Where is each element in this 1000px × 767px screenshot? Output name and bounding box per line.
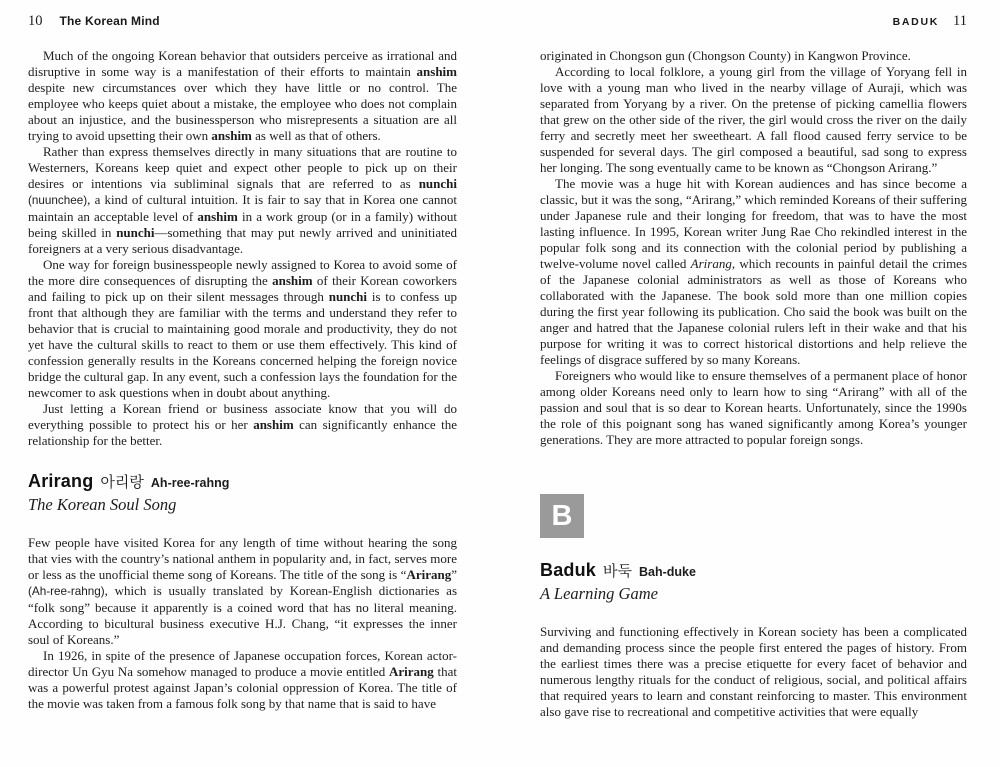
entry-title-line — [28, 471, 457, 492]
paragraph: Just letting a Korean friend or business associate know that you will do everything possible to protect his or her anshim can significantly enhance the relationship for the better. — [28, 401, 457, 448]
entry-pronunciation: Bah-duke — [639, 565, 696, 579]
page-right — [540, 0, 967, 720]
paragraph: According to local folklore, a young girl from the village of Yoryang fell in love with a young man who lived in the nearby village of Auraji, which was separated from Yoryang by a river. On the pretense of picking camellia flowers that grew on the other side of the river, the girl would cross the river on the daily ferry and secretly meet her sweetheart. A fall flood caused ferry service to be suspended for several days. The girl composed a beautiful, sad song to express her longing. The song eventually came to be known as “Chongson Arirang.” — [540, 64, 967, 175]
book-title: The Korean Mind — [59, 14, 160, 28]
section-letter-badge: B — [540, 494, 584, 538]
chapter-title: BADUK — [892, 16, 940, 28]
page-right-body — [540, 48, 967, 720]
paragraph: Foreigners who would like to ensure themselves of a permanent place of honor among older Koreans need only to learn how to sing “Arirang” with all of the passion and soul that is so dear to Korean hearts. Unfortunately, since the 1990s the role of this poignant song has waned significantly among Korea’s younger generations. They are more attracted to popular foreign songs. — [540, 368, 967, 447]
entry-title-line — [540, 560, 967, 581]
paragraph: Rather than express themselves directly in many situations that are routine to Westerners, Koreans keep quiet and expect other people to pick up on their desires or intentions via subliminal signals that are referred to as nunchi (nuunchee), a kind of cultural intuition. It is fair to say that in Korea one cannot maintain an acceptable level of anshim in a work group (or in a family) without being skilled in nunchi—something that may put newly arrived and uninitiated foreigners at a very serious disadvantage. — [28, 144, 457, 256]
page-left-body — [28, 48, 457, 712]
running-header-right — [540, 13, 967, 32]
paragraph: originated in Chongson gun (Chongson County) in Kangwon Province. — [540, 48, 911, 63]
page-number-right: 11 — [953, 13, 967, 29]
entry-heading — [540, 560, 967, 604]
paragraph: Surviving and functioning effectively in Korean society has been a complicated and demanding process since the people first entered the pages of history. From the earliest times there was a precise etiquette for every facet of behavior and numerous lengthy rituals for the conduct of religious, social, and political affairs that required years to learn and constant reinforcing to master. This environment also gave rise to recreational and competitive activities that were equally — [540, 624, 967, 719]
page-left — [28, 0, 457, 712]
entry-pronunciation: Ah-ree-rahng — [150, 476, 230, 490]
running-header-left — [28, 13, 457, 32]
paragraph: Much of the ongoing Korean behavior that outsiders perceive as irrational and disruptive in some way is a manifestation of their efforts to maintain anshim despite new circumstances over which they have little or no control. The employee who keeps quiet about a mistake, the employee who does not complain about an injustice, and the businessperson who misrepresents a situation are all trying to avoid upsetting their own anshim as well as that of others. — [28, 48, 457, 143]
pronunciation-inline: (Ah-ree-rahng) — [28, 585, 105, 598]
paragraph: In 1926, in spite of the presence of Japanese occupation forces, Korean actor-director Un Gyu Na somehow managed to produce a movie entitled Arirang that was a powerful protest against Japan’s colonial oppression of Korea. The title of the movie was taken from a famous folk song by that name that is said to have — [28, 648, 457, 711]
entry-hangul: 아리랑 — [100, 475, 144, 491]
pronunciation-inline: (nuunchee) — [28, 194, 88, 207]
entry-subtitle: The Korean Soul Song — [28, 495, 177, 514]
entry-heading — [28, 471, 457, 515]
entry-term: Arirang — [28, 471, 94, 491]
page-number-left: 10 — [28, 13, 43, 29]
paragraph: One way for foreign businesspeople newly assigned to Korea to avoid some of the more dire consequences of disrupting the anshim of their Korean coworkers and failing to pick up on their silent messages through nunchi is to confess up front that although they are familiar with the terms and understand they refer to behavior that is crucial to maintaining good morale and productivity, they do not yet have the cultural skills to react to them or use them effectively. This kind of confession generally results in the Koreans concerned helping the foreign novice bridge the cultural gap. In any event, such a confession lays the foundation for the newcomer to ask questions when in doubt about anything. — [28, 257, 457, 400]
paragraph: Few people have visited Korea for any length of time without hearing the song that vies with the country’s national anthem in popularity and, in fact, serves more or less as the unofficial theme song of Koreans. The title of the song is “Arirang” (Ah-ree-rahng), which is usually translated by Korean-English dictionaries as “folk song” because it apparently is a coined word that has no literal meaning. According to bicultural business executive H.J. Chang, “it expresses the inner soul of Koreans.” — [28, 535, 457, 647]
paragraph: The movie was a huge hit with Korean audiences and has since become a classic, but it was the song, “Arirang,” which reminded Koreans of their suffering under Japanese rule and their longing for freedom, that was to have the most lasting influence. In 1995, Korean writer Jung Rae Cho rekindled interest in the popular folk song and its connection with the colonial period by publishing a twelve-volume novel called Arirang, which recounts in painful detail the crimes of the Japanese colonial administrators as well as those of Koreans who collaborated with the Japanese. The book sold more than one million copies during the first year following its publication. Cho said the book was built on the anger and hatred that the Japanese colonial rulers left in their wake and that his purpose for writing it was to correct historical distortions and help relieve the feelings of disgrace suffered by so many Koreans. — [540, 176, 968, 367]
entry-hangul: 바둑 — [603, 564, 632, 580]
entry-subtitle: A Learning Game — [540, 584, 658, 603]
entry-term: Baduk — [540, 560, 597, 580]
